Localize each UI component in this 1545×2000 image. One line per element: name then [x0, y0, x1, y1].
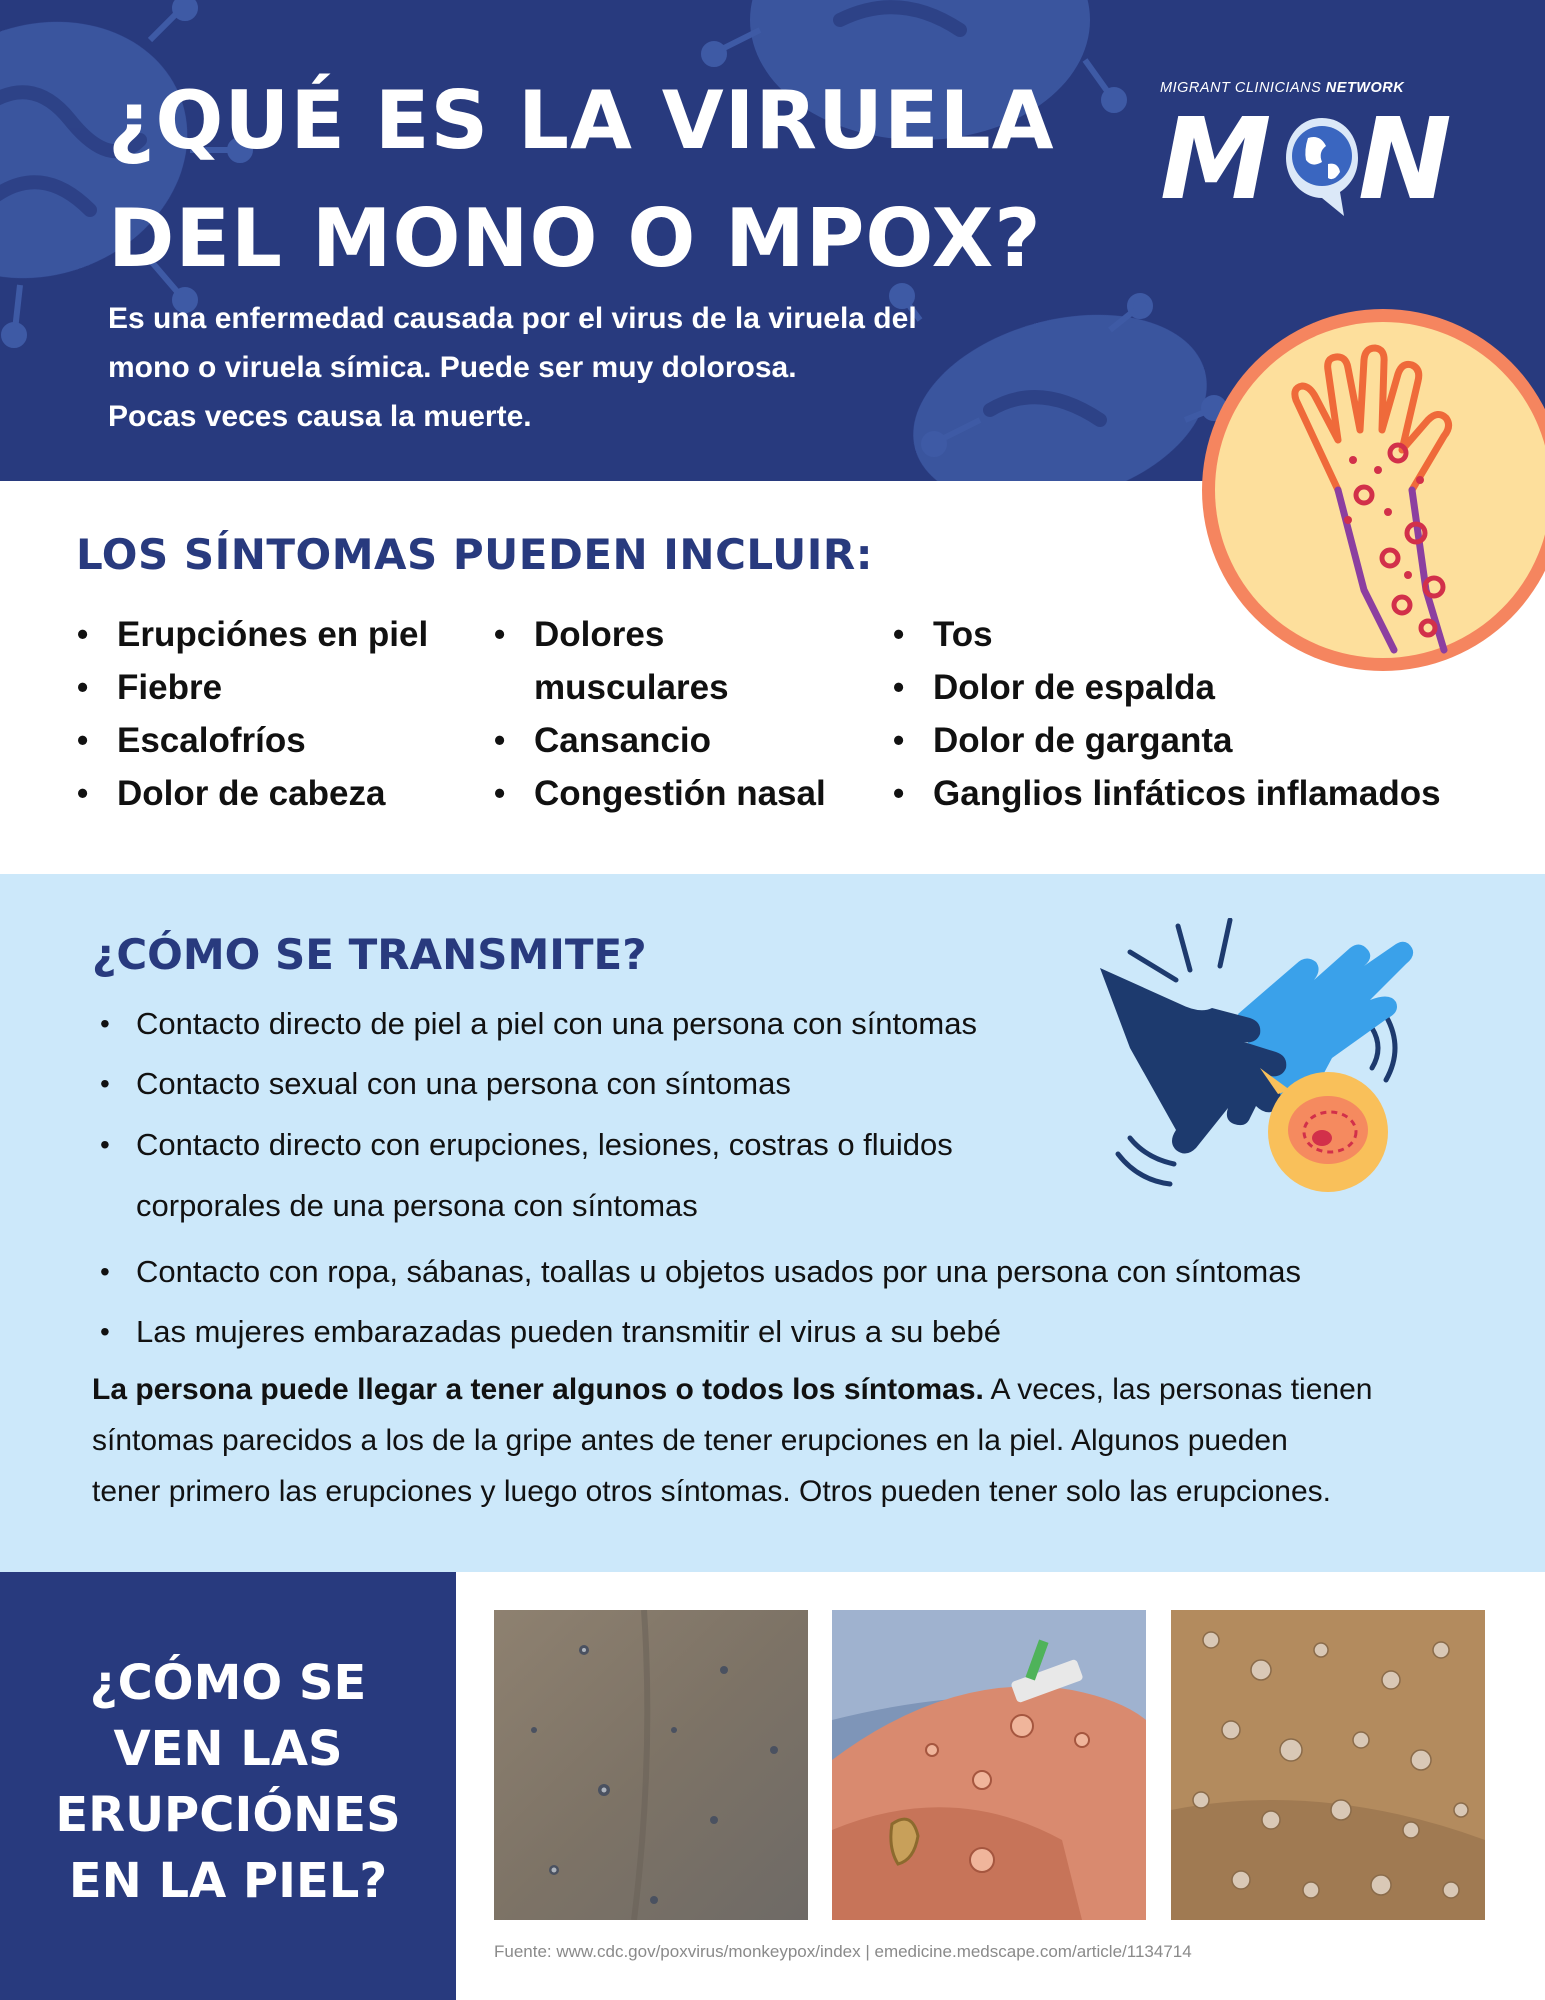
transmission-title: ¿CÓMO SE TRANSMITE?	[92, 930, 647, 979]
symptoms-title: LOS SÍNTOMAS PUEDEN INCLUIR:	[76, 530, 874, 579]
rash-title-line-3: ERUPCIÓNES	[55, 1787, 401, 1843]
list-item: • Dolores musculares	[494, 608, 826, 714]
intro-line-1: Es una enfermedad causada por el virus de la viruela del	[108, 302, 917, 335]
list-item: • Escalofríos	[77, 714, 428, 767]
page-title	[108, 62, 1055, 298]
title-line-2: DEL MONO O MPOX?	[108, 192, 1042, 285]
list-item: • Erupciónes en piel	[77, 608, 428, 661]
symptoms-column-1	[77, 608, 428, 820]
touching-hands-icon	[1100, 918, 1420, 1208]
logo-letters	[1160, 95, 1448, 234]
logo-tagline: MIGRANT CLINICIANS NETWORK	[1160, 80, 1405, 96]
list-item: • Dolor de cabeza	[77, 767, 428, 820]
title-line-1: ¿QUÉ ES LA VIRUELA	[108, 74, 1055, 167]
source-citation: Fuente: www.cdc.gov/poxvirus/monkeypox/index | emedicine.medscape.com/article/1134714	[494, 1942, 1192, 1961]
list-item: • Dolor de espalda	[893, 661, 1441, 714]
globe-speech-bubble-icon	[1282, 112, 1362, 222]
intro-text	[108, 294, 1038, 441]
rash-title-line-1: ¿CÓMO SE	[89, 1655, 367, 1711]
list-item: • Ganglios linfáticos inflamados	[893, 767, 1441, 820]
logo-letter-n: N	[1358, 95, 1448, 225]
rash-photo-hand	[832, 1610, 1146, 1920]
rash-title-panel	[0, 1572, 456, 2000]
logo-letter-m: M	[1160, 95, 1268, 225]
transmission-section	[0, 874, 1545, 1572]
list-item: • Cansancio	[494, 714, 826, 767]
intro-line-2: mono o viruela símica. Puede ser muy dolorosa.	[108, 351, 797, 384]
transmission-note: La persona puede llegar a tener algunos o todos los síntomas. A veces, las personas tienen síntomas parecidos a los de la gripe antes de tener erupciones en la piel. Algunos pueden tener primero las erupciones y luego otros síntomas. Otros pueden tener solo las erupciones.	[92, 1373, 1373, 1508]
rash-title-line-4: EN LA PIEL?	[68, 1853, 388, 1909]
list-item: • Las mujeres embarazadas pueden transmitir el virus a su bebé	[100, 1302, 1460, 1362]
symptoms-column-3	[893, 608, 1441, 820]
list-item: • Contacto sexual con una persona con síntomas	[100, 1054, 1460, 1114]
list-item: • Fiebre	[77, 661, 428, 714]
list-item: • Contacto directo con erupciones, lesiones, costras o fluidos corporales de una persona con síntomas	[100, 1114, 1460, 1236]
rash-photo-skin-closeup	[1171, 1610, 1485, 1920]
rash-title-line-2: VEN LAS	[113, 1721, 343, 1777]
list-item: • Congestión nasal	[494, 767, 826, 820]
list-item: • Tos	[893, 608, 1441, 661]
list-item: • Dolor de garganta	[893, 714, 1441, 767]
symptoms-column-2	[494, 608, 826, 820]
mcn-logo	[1160, 80, 1448, 235]
intro-line-3: Pocas veces causa la muerte.	[108, 400, 532, 433]
rash-title	[0, 1650, 456, 1914]
list-item: • Contacto directo de piel a piel con una persona con síntomas	[100, 994, 1460, 1054]
list-item: • Contacto con ropa, sábanas, toallas u objetos usados por una persona con síntomas	[100, 1242, 1460, 1302]
rash-photo-back	[494, 1610, 808, 1920]
